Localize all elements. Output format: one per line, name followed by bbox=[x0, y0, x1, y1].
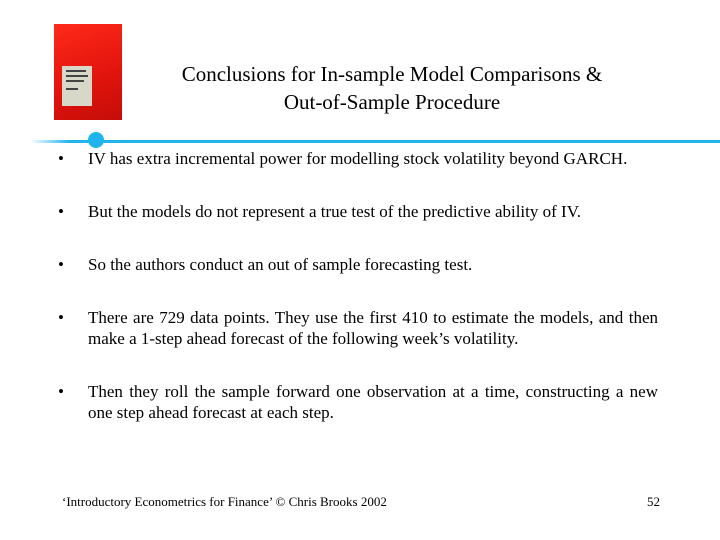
book-text-line bbox=[66, 88, 78, 90]
bullet-dot-icon: • bbox=[58, 308, 64, 327]
bullet-text: So the authors conduct an out of sample forecasting test. bbox=[88, 255, 473, 274]
book-text-line bbox=[66, 70, 86, 72]
title-divider bbox=[30, 140, 720, 146]
bullet-list bbox=[58, 148, 658, 423]
bullet-text: There are 729 data points. They use the first 410 to estimate the models, and then make a 1-step ahead forecast of the following week’s volatility. bbox=[88, 308, 658, 348]
slide-title bbox=[126, 60, 658, 116]
bullet-item bbox=[58, 381, 658, 423]
bullet-text: Then they roll the sample forward one observation at a time, constructing a new one step ahead forecast at each step. bbox=[88, 382, 658, 422]
slide-title-line-1: Conclusions for In-sample Model Comparisons & bbox=[181, 62, 603, 86]
book-cover-icon bbox=[54, 24, 122, 120]
bullet-item bbox=[58, 201, 658, 222]
divider-dot bbox=[88, 132, 104, 148]
book-cover-label bbox=[62, 66, 92, 106]
bullet-item bbox=[58, 254, 658, 275]
bullet-dot-icon: • bbox=[58, 202, 64, 221]
divider-line bbox=[70, 140, 720, 143]
slide-footer: ‘Introductory Econometrics for Finance’ © Chris Brooks 2002 bbox=[62, 494, 387, 509]
divider-fade bbox=[30, 140, 70, 143]
book-text-line bbox=[66, 80, 84, 82]
bullet-text: But the models do not represent a true test of the predictive ability of IV. bbox=[88, 202, 582, 221]
bullet-item bbox=[58, 148, 658, 169]
bullet-dot-icon: • bbox=[58, 149, 64, 168]
bullet-item bbox=[58, 307, 658, 349]
slide-title-line-2: Out-of-Sample Procedure bbox=[283, 90, 501, 114]
bullet-text: IV has extra incremental power for modelling stock volatility beyond GARCH. bbox=[88, 149, 628, 168]
bullet-dot-icon: • bbox=[58, 382, 64, 401]
book-text-line bbox=[66, 75, 88, 77]
page-number: 52 bbox=[647, 494, 660, 509]
bullet-dot-icon: • bbox=[58, 255, 64, 274]
